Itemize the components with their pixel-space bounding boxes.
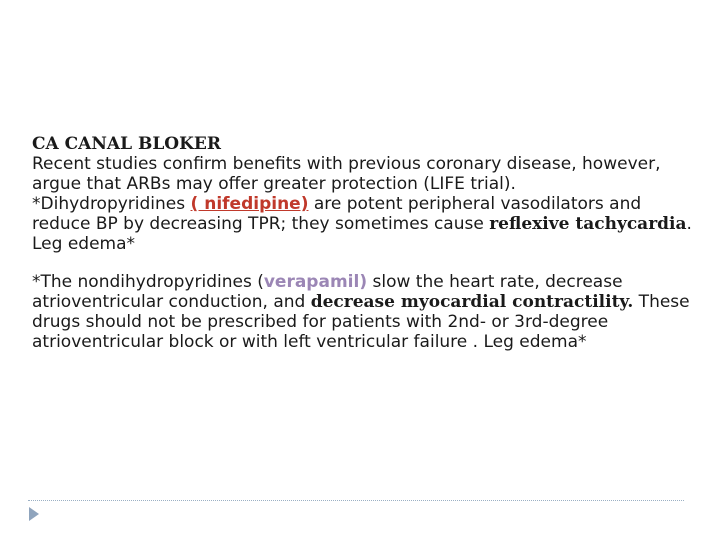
drug-nifedipine: ( nifedipine) — [190, 194, 309, 214]
paragraph-gap — [32, 254, 702, 272]
paragraph-dihydropyridines — [32, 194, 702, 254]
dhp-suffix: . Leg edema* — [32, 214, 692, 254]
paragraph-arb: Recent studies confirm benefits with previous coronary disease, however, argue that ARBs may offer greater protection (LIFE trial). — [32, 154, 661, 194]
drug-verapamil: verapamil) — [263, 272, 368, 292]
slide-body — [32, 134, 702, 352]
non-dhp-mid: slow the heart rate, decrease atrioventricular conduction, and — [32, 272, 623, 312]
non-dhp-suffix: These drugs should not be prescribed for patients with 2nd- or 3rd-degree atrioventricular block or with left ventricular failure . Leg edema* — [32, 292, 690, 352]
dhp-mid: are potent peripheral vasodilators and reduce BP by decreasing TPR; they sometimes cause — [32, 194, 642, 234]
slide-title: CA CANAL BLOKER — [32, 134, 221, 154]
triangle-arrow-icon — [29, 507, 39, 521]
footer-divider — [28, 500, 684, 501]
non-dhp-effect: decrease myocardial contractility. — [310, 292, 634, 312]
dhp-prefix: *Dihydropyridines — [32, 194, 191, 214]
paragraph-nondihydropyridines — [32, 272, 702, 352]
dhp-effect: reflexive tachycardia — [489, 214, 687, 234]
non-dhp-prefix: *The nondihydropyridines ( — [32, 272, 264, 292]
